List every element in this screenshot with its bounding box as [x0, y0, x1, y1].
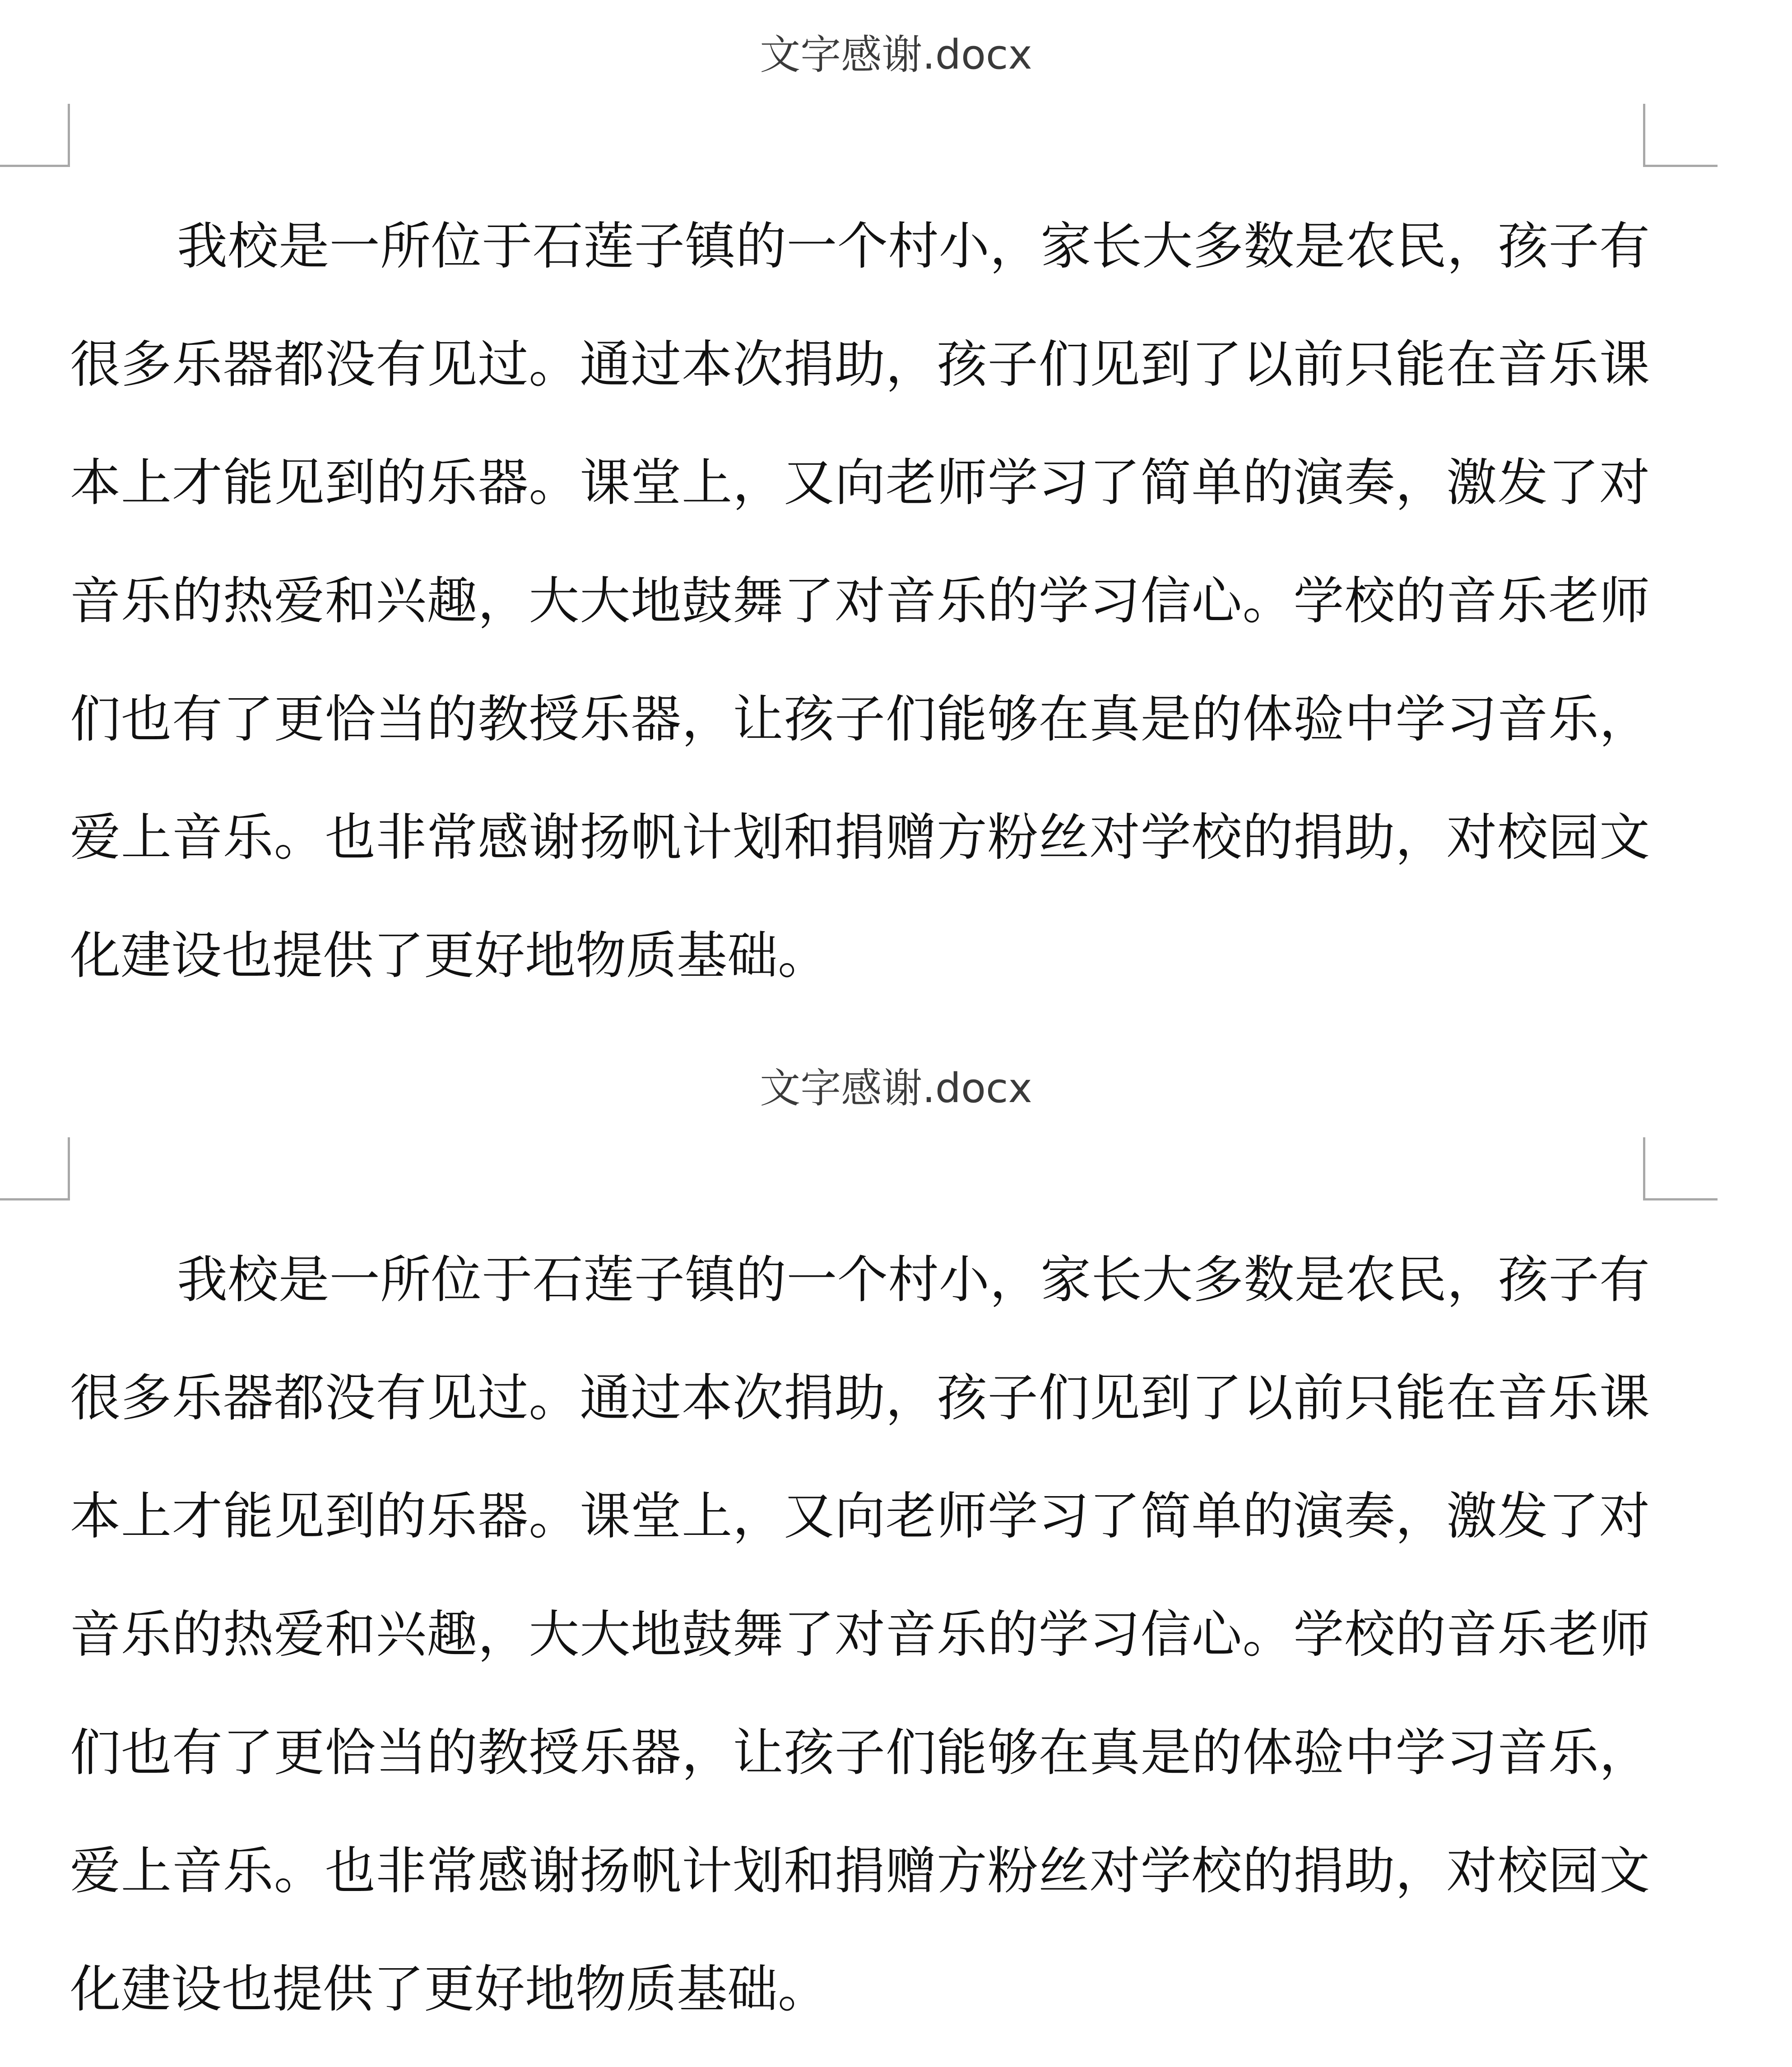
- page-corner-mark-right: [1643, 1137, 1718, 1200]
- page-corner-mark-right: [1643, 104, 1718, 167]
- body-paragraph[interactable]: 我校是一所位于石莲子镇的一个村小，家长大多数是农民，孩子有很多乐器都没有见过。通过本次捐助，孩子们见到了以前只能在音乐课本上才能见到的乐器。课堂上，又向老师学习了简单的演奏，激发了对音乐的热爱和兴趣，大大地鼓舞了对音乐的学习信心。学校的音乐老师们也有了更恰当的教授乐器，让孩子们能够在真是的体验中学习音乐，爱上音乐。也非常感谢扬帆计划和捐赠方粉丝对学校的捐助，对校园文化建设也提供了更好地物质基础。: [70, 217, 1650, 985]
- page-corner-mark-left: [0, 104, 70, 167]
- document-title: 文字感谢.docx: [760, 31, 1032, 79]
- page-corner-mark-left: [0, 1137, 70, 1200]
- document-title: 文字感谢.docx: [760, 1065, 1032, 1112]
- body-paragraph[interactable]: 我校是一所位于石莲子镇的一个村小，家长大多数是农民，孩子有很多乐器都没有见过。通过本次捐助，孩子们见到了以前只能在音乐课本上才能见到的乐器。课堂上，又向老师学习了简单的演奏，激发了对音乐的热爱和兴趣，大大地鼓舞了对音乐的学习信心。学校的音乐老师们也有了更恰当的教授乐器，让孩子们能够在真是的体验中学习音乐，爱上音乐。也非常感谢扬帆计划和捐赠方粉丝对学校的捐助，对校园文化建设也提供了更好地物质基础。: [70, 1251, 1650, 2019]
- document-page: [0, 1034, 1792, 2067]
